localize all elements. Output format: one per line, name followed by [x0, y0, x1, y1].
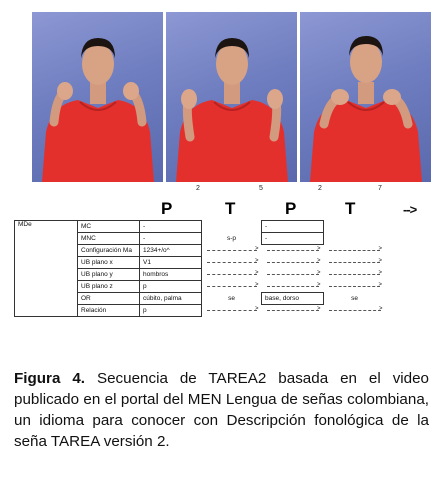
- continuation-arrow: [324, 269, 386, 281]
- continuation-arrow: [262, 305, 324, 317]
- signer-image-3: [300, 12, 431, 182]
- value-cell: base, dorso: [262, 293, 324, 305]
- signer-image-2: [166, 12, 297, 182]
- value-cell: [324, 221, 386, 233]
- value-cell: se: [228, 295, 235, 302]
- value-cell: cúbito, palma: [140, 293, 202, 305]
- value-cell: 1234+/o^: [140, 245, 202, 257]
- row-label: UB plano x: [78, 257, 140, 269]
- signer-image-1: [32, 12, 163, 182]
- value-cell: -: [262, 233, 324, 245]
- group-label-cell: MDe: [15, 221, 78, 317]
- figure-label: Figura 4.: [14, 370, 86, 387]
- value-cell: -: [140, 221, 202, 233]
- continuation-arrow: [324, 257, 386, 269]
- continuation-arrow: [324, 305, 386, 317]
- value-cell: [324, 233, 386, 245]
- row-label: Relación: [78, 305, 140, 317]
- phonological-description-table: [14, 220, 386, 317]
- value-cell: [202, 221, 262, 233]
- video-frame-3: [300, 12, 431, 182]
- value-cell: hombros: [140, 269, 202, 281]
- row-label: UB plano y: [78, 269, 140, 281]
- continuation-arrow: [324, 245, 386, 257]
- segment-letter-2: T: [225, 199, 236, 218]
- video-frame-2: [166, 12, 297, 182]
- continuation-arrow: [202, 281, 262, 293]
- value-cell: p: [140, 305, 202, 317]
- segment-letter-4: T: [345, 199, 356, 218]
- continuation-arrow: [324, 281, 386, 293]
- caption-text: Secuencia de TAREA2 basada en el video publicado en el portal del MEN Lengua de señas colombiana, un idioma para conocer con Descripción fonológica de la seña TAREA versión 2.: [14, 370, 429, 450]
- segment-letter-1: P: [161, 199, 173, 218]
- segment-continuation-arrow: -->: [403, 202, 417, 217]
- continuation-arrow: [262, 257, 324, 269]
- video-frames: [32, 12, 431, 182]
- video-frame-1: [32, 12, 163, 182]
- segment-letter-3: P: [285, 199, 297, 218]
- value-cell: p: [140, 281, 202, 293]
- continuation-arrow: [262, 245, 324, 257]
- continuation-arrow: [202, 269, 262, 281]
- segment-superscript-3: 2: [318, 185, 322, 192]
- row-label: MC: [78, 221, 140, 233]
- value-cell: -: [262, 221, 324, 233]
- row-label: Configuración Ma: [78, 245, 140, 257]
- figure-caption: [14, 368, 429, 452]
- value-cell: -: [140, 233, 202, 245]
- continuation-arrow: [202, 245, 262, 257]
- row-label: UB plano z: [78, 281, 140, 293]
- value-cell: s-p: [226, 235, 237, 242]
- segment-superscript-2: 5: [259, 185, 263, 192]
- segment-superscript-4: 7: [378, 185, 382, 192]
- segment-superscript-1: 2: [196, 185, 200, 192]
- continuation-arrow: [262, 281, 324, 293]
- continuation-arrow: [202, 257, 262, 269]
- row-label: OR: [78, 293, 140, 305]
- continuation-arrow: [262, 269, 324, 281]
- table-row: [15, 221, 386, 233]
- continuation-arrow: [202, 305, 262, 317]
- row-label: MNC: [78, 233, 140, 245]
- value-cell: V1: [140, 257, 202, 269]
- value-cell: se: [351, 295, 358, 302]
